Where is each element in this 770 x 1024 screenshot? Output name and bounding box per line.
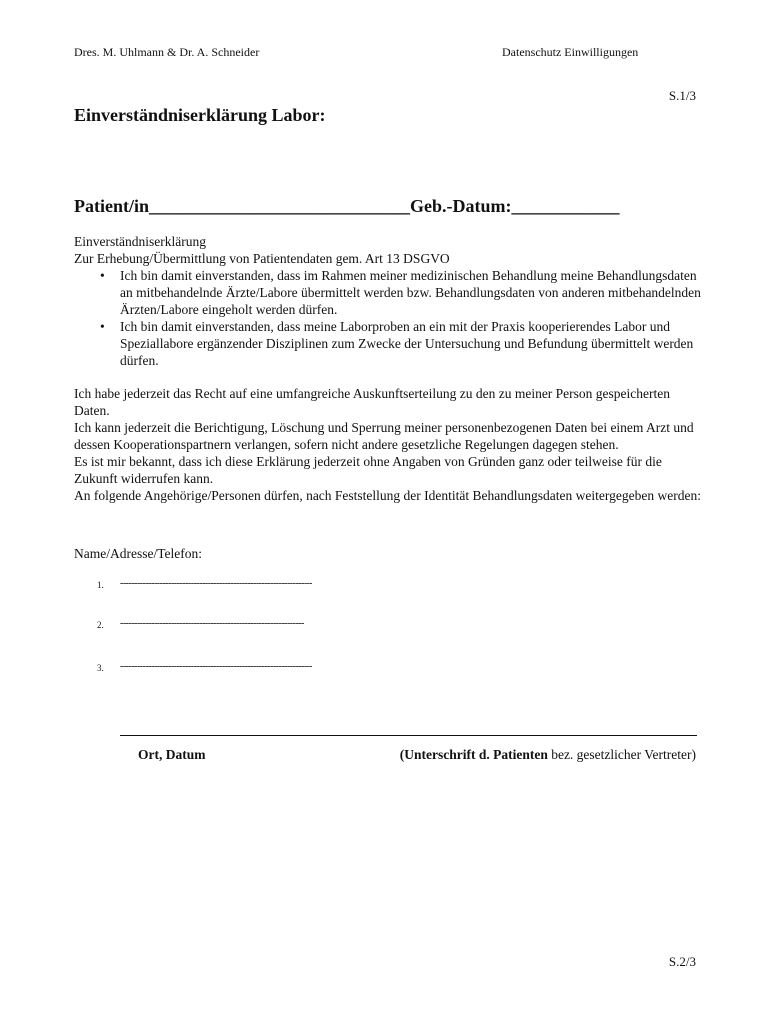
entry-number: 3. bbox=[97, 663, 104, 673]
document-title: Einverständniserklärung Labor: bbox=[74, 105, 326, 125]
place-date-label: Ort, Datum bbox=[138, 747, 206, 762]
patient-birthdate-field-line[interactable]: Patient/in_____________________________Geb.-Datum:____________ bbox=[74, 196, 620, 216]
list-item: • Ich bin damit einverstanden, dass im Rahmen meiner medizinischen Behandlung meine Behandlungsdaten an mitbehandelnde Ärzte/Labore übermittelt werden bzw. Behandlungsdaten von anderen mitbehandelnden Ärzten/Labore eingeholt werden dürfen. bbox=[120, 267, 704, 318]
page-number-bottom: S.2/3 bbox=[668, 954, 696, 969]
rights-paragraph: An folgende Angehörige/Personen dürfen, nach Feststellung der Identität Behandlungsdaten weitergegeben werden: bbox=[74, 488, 701, 503]
rights-paragraph: Ich kann jederzeit die Berichtigung, Löschung und Sperrung meiner personenbezogenen Daten bei einem Arzt und dessen Kooperationspartnern verlangen, sofern nicht andere gesetzliche Regelungen dagegen stehen. bbox=[74, 420, 694, 452]
contact-entry-line[interactable]: ----------------------------------------------------------------- bbox=[120, 618, 304, 629]
contact-entry-line[interactable]: -------------------------------------------------------------------- bbox=[120, 578, 313, 589]
header-document-category: Datenschutz Einwilligungen bbox=[502, 45, 639, 59]
entry-number: 2. bbox=[97, 620, 104, 630]
contact-entry-line[interactable]: -------------------------------------------------------------------- bbox=[120, 661, 313, 672]
intro-subheading: Zur Erhebung/Übermittlung von Patientendaten gem. Art 13 DSGVO bbox=[74, 251, 450, 266]
rights-paragraph: Ich habe jederzeit das Recht auf eine umfangreiche Auskunftserteilung zu den zu meiner Person gespeicherten Daten. bbox=[74, 386, 671, 418]
intro-heading: Einverständniserklärung bbox=[74, 234, 206, 249]
entry-number: 1. bbox=[97, 580, 104, 590]
signature-label-bold: (Unterschrift d. Patienten bbox=[399, 747, 548, 762]
signature-line[interactable] bbox=[120, 735, 697, 736]
signature-label bbox=[400, 747, 696, 763]
rights-paragraph: Es ist mir bekannt, dass ich diese Erklärung jederzeit ohne Angaben von Gründen ganz oder teilweise für die Zukunft widerrufen kann. bbox=[74, 454, 662, 486]
consent-body bbox=[74, 233, 704, 504]
header-practice-name: Dres. M. Uhlmann & Dr. A. Schneider bbox=[74, 45, 260, 59]
signature-label-normal: bez. gesetzlicher Vertreter) bbox=[551, 747, 696, 762]
page-number-top: S.1/3 bbox=[668, 88, 696, 103]
consent-bullet-list bbox=[74, 267, 704, 369]
list-item: • Ich bin damit einverstanden, dass meine Laborproben an ein mit der Praxis kooperierendes Labor und Speziallabore ergänzender Disziplinen zum Zwecke der Untersuchung und Befundung übermittelt werden dürfen. bbox=[120, 318, 704, 369]
contacts-label: Name/Adresse/Telefon: bbox=[74, 546, 203, 561]
